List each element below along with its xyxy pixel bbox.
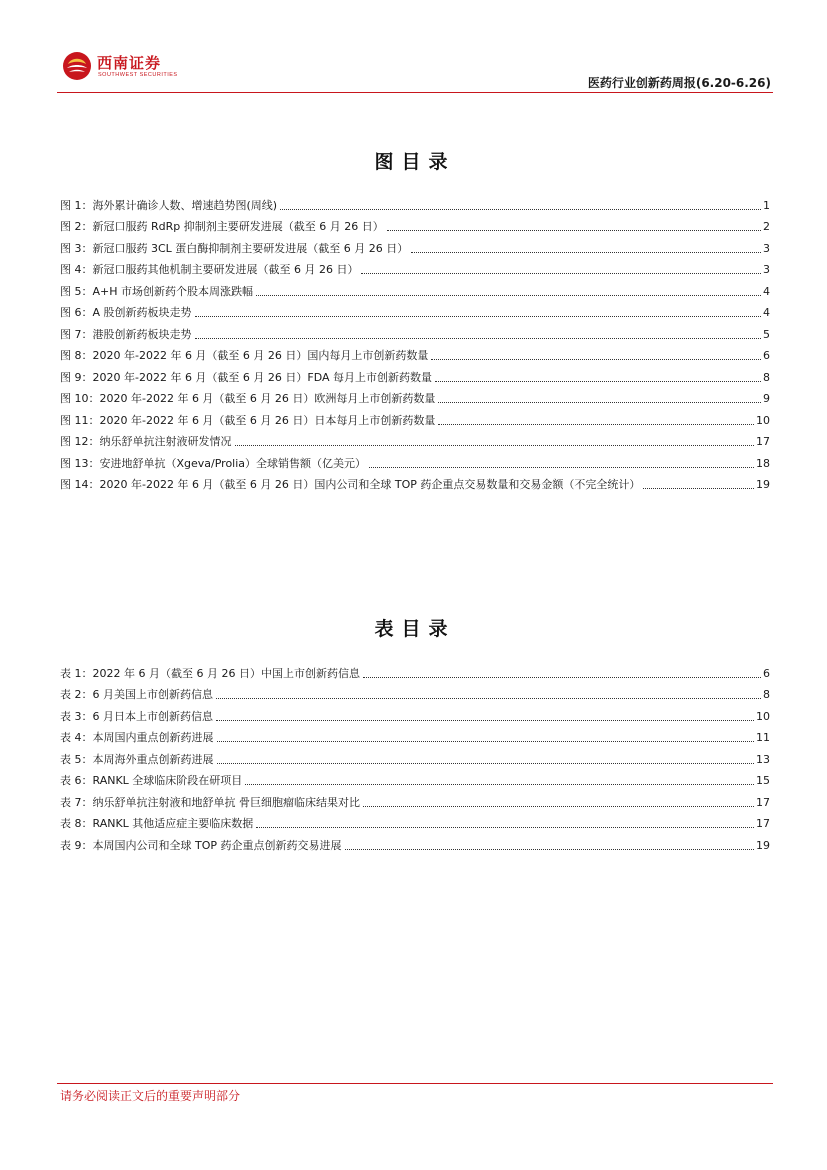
toc-entry-label: 图 9：2020 年-2022 年 6 月（截至 6 月 26 日）FDA 每月上市创新药数量 xyxy=(60,370,433,384)
toc-page-number: 1 xyxy=(763,198,770,212)
toc-page-number: 6 xyxy=(763,349,770,362)
toc-page-number: 10 xyxy=(756,413,770,427)
toc-page-number: 17 xyxy=(756,817,770,830)
dot-leader xyxy=(387,229,761,231)
toc-entry-label: 表 6：RANKL 全球临床阶段在研项目 xyxy=(60,774,243,787)
dot-leader xyxy=(369,466,754,468)
dot-leader xyxy=(280,208,761,210)
toc-entry-label: 表 1：2022 年 6 月（截至 6 月 26 日）中国上市创新药信息 xyxy=(60,666,360,680)
dot-leader xyxy=(216,719,754,721)
toc-entry-label: 图 13：安进地舒单抗（Xgeva/Prolia）全球销售额（亿美元） xyxy=(60,456,367,470)
tables-toc-list xyxy=(60,659,770,853)
dot-leader xyxy=(438,401,761,403)
toc-page-number: 2 xyxy=(763,220,770,233)
dot-leader xyxy=(217,762,755,764)
toc-entry-label: 表 4：本周国内重点创新药进展 xyxy=(60,731,214,744)
toc-entry-label: 图 2：新冠口服药 RdRp 抑制剂主要研发进展（截至 6 月 26 日） xyxy=(60,220,384,233)
table-toc-entry[interactable] xyxy=(60,681,770,703)
dot-leader xyxy=(217,740,755,742)
logo-chinese-name: 西南证券 xyxy=(97,54,162,72)
toc-entry-label: 图 10：2020 年-2022 年 6 月（截至 6 月 26 日）欧洲每月上市创新药数量 xyxy=(60,392,436,405)
table-toc-entry[interactable] xyxy=(60,724,770,746)
table-toc-entry[interactable] xyxy=(60,831,770,853)
dot-leader xyxy=(235,444,755,446)
figure-toc-entry[interactable] xyxy=(60,385,770,407)
toc-entry-label: 图 8：2020 年-2022 年 6 月（截至 6 月 26 日）国内每月上市创新药数量 xyxy=(60,349,429,362)
figure-toc-entry[interactable] xyxy=(60,363,770,385)
figure-toc-entry[interactable] xyxy=(60,342,770,364)
table-toc-entry[interactable] xyxy=(60,659,770,681)
dot-leader xyxy=(361,272,761,274)
toc-page-number: 4 xyxy=(763,284,770,298)
toc-entry-label: 表 7：纳乐舒单抗注射液和地舒单抗 骨巨细胞瘤临床结果对比 xyxy=(60,795,360,809)
toc-entry-label: 图 5：A+H 市场创新药个股本周涨跌幅 xyxy=(60,284,254,298)
toc-entry-label: 图 11：2020 年-2022 年 6 月（截至 6 月 26 日）日本每月上市创新药数量 xyxy=(60,413,436,427)
dot-leader xyxy=(256,826,754,828)
toc-page-number: 8 xyxy=(763,688,770,701)
dot-leader xyxy=(216,697,761,699)
figure-toc-entry[interactable] xyxy=(60,234,770,256)
toc-page-number: 18 xyxy=(756,456,770,470)
table-toc-entry[interactable] xyxy=(60,810,770,832)
figure-toc-entry[interactable] xyxy=(60,299,770,321)
dot-leader xyxy=(345,848,755,850)
figure-toc-entry[interactable] xyxy=(60,191,770,213)
toc-page-number: 4 xyxy=(763,306,770,319)
toc-page-number: 15 xyxy=(756,774,770,787)
figure-toc-entry[interactable] xyxy=(60,406,770,428)
toc-page-number: 3 xyxy=(763,241,770,255)
toc-page-number: 9 xyxy=(763,392,770,405)
figure-toc-entry[interactable] xyxy=(60,277,770,299)
table-toc-entry[interactable] xyxy=(60,702,770,724)
header-divider xyxy=(57,92,773,93)
table-toc-entry[interactable] xyxy=(60,767,770,789)
toc-page-number: 3 xyxy=(763,263,770,276)
figure-toc-entry[interactable] xyxy=(60,320,770,342)
figures-toc-title: 图目录 xyxy=(374,151,456,173)
toc-entry-label: 表 8：RANKL 其他适应症主要临床数据 xyxy=(60,817,254,830)
toc-entry-label: 图 12：纳乐舒单抗注射液研发情况 xyxy=(60,435,232,448)
toc-page-number: 13 xyxy=(756,752,770,766)
toc-entry-label: 图 1：海外累计确诊人数、增速趋势图(周线) xyxy=(60,198,278,212)
toc-page-number: 5 xyxy=(763,327,770,341)
toc-page-number: 17 xyxy=(756,795,770,809)
page-header xyxy=(57,48,773,94)
dot-leader xyxy=(245,783,754,785)
dot-leader xyxy=(643,487,754,489)
table-toc-entry[interactable] xyxy=(60,745,770,767)
dot-leader xyxy=(363,805,754,807)
table-toc-entry[interactable] xyxy=(60,788,770,810)
company-logo xyxy=(57,48,177,88)
toc-entry-label: 表 2：6 月美国上市创新药信息 xyxy=(60,688,213,701)
report-title: 医药行业创新药周报(6.20-6.26) xyxy=(587,76,771,90)
dot-leader xyxy=(431,358,761,360)
toc-page-number: 19 xyxy=(756,478,770,491)
footer-disclaimer: 请务必阅读正文后的重要声明部分 xyxy=(60,1089,241,1103)
toc-page-number: 10 xyxy=(756,709,770,723)
toc-page-number: 6 xyxy=(763,666,770,680)
footer-divider xyxy=(57,1083,773,1084)
toc-entry-label: 表 3：6 月日本上市创新药信息 xyxy=(60,709,213,723)
figure-toc-entry[interactable] xyxy=(60,471,770,493)
toc-entry-label: 表 9：本周国内公司和全球 TOP 药企重点创新药交易进展 xyxy=(60,838,342,852)
dot-leader xyxy=(195,315,761,317)
toc-page-number: 19 xyxy=(756,838,770,852)
logo-english-name: SOUTHWEST SECURITIES xyxy=(98,72,178,78)
toc-page-number: 17 xyxy=(756,435,770,448)
toc-page-number: 8 xyxy=(763,370,770,384)
figure-toc-entry[interactable] xyxy=(60,213,770,235)
toc-entry-label: 图 7：港股创新药板块走势 xyxy=(60,327,192,341)
tables-toc-title: 表目录 xyxy=(374,618,456,640)
toc-entry-label: 表 5：本周海外重点创新药进展 xyxy=(60,752,214,766)
dot-leader xyxy=(438,423,754,425)
figure-toc-entry[interactable] xyxy=(60,449,770,471)
dot-leader xyxy=(363,676,761,678)
dot-leader xyxy=(411,251,761,253)
toc-page-number: 11 xyxy=(756,731,770,744)
toc-entry-label: 图 4：新冠口服药其他机制主要研发进展（截至 6 月 26 日） xyxy=(60,263,359,276)
dot-leader xyxy=(435,380,761,382)
figures-toc-list xyxy=(60,191,770,492)
figure-toc-entry[interactable] xyxy=(60,428,770,450)
dot-leader xyxy=(256,294,761,296)
southwest-securities-logo-icon xyxy=(62,51,92,81)
toc-entry-label: 图 6：A 股创新药板块走势 xyxy=(60,306,192,319)
figure-toc-entry[interactable] xyxy=(60,256,770,278)
toc-entry-label: 图 14：2020 年-2022 年 6 月（截至 6 月 26 日）国内公司和全球 TOP 药企重点交易数量和交易金额（不完全统计） xyxy=(60,478,641,491)
dot-leader xyxy=(195,337,762,339)
toc-entry-label: 图 3：新冠口服药 3CL 蛋白酶抑制剂主要研发进展（截至 6 月 26 日） xyxy=(60,241,409,255)
